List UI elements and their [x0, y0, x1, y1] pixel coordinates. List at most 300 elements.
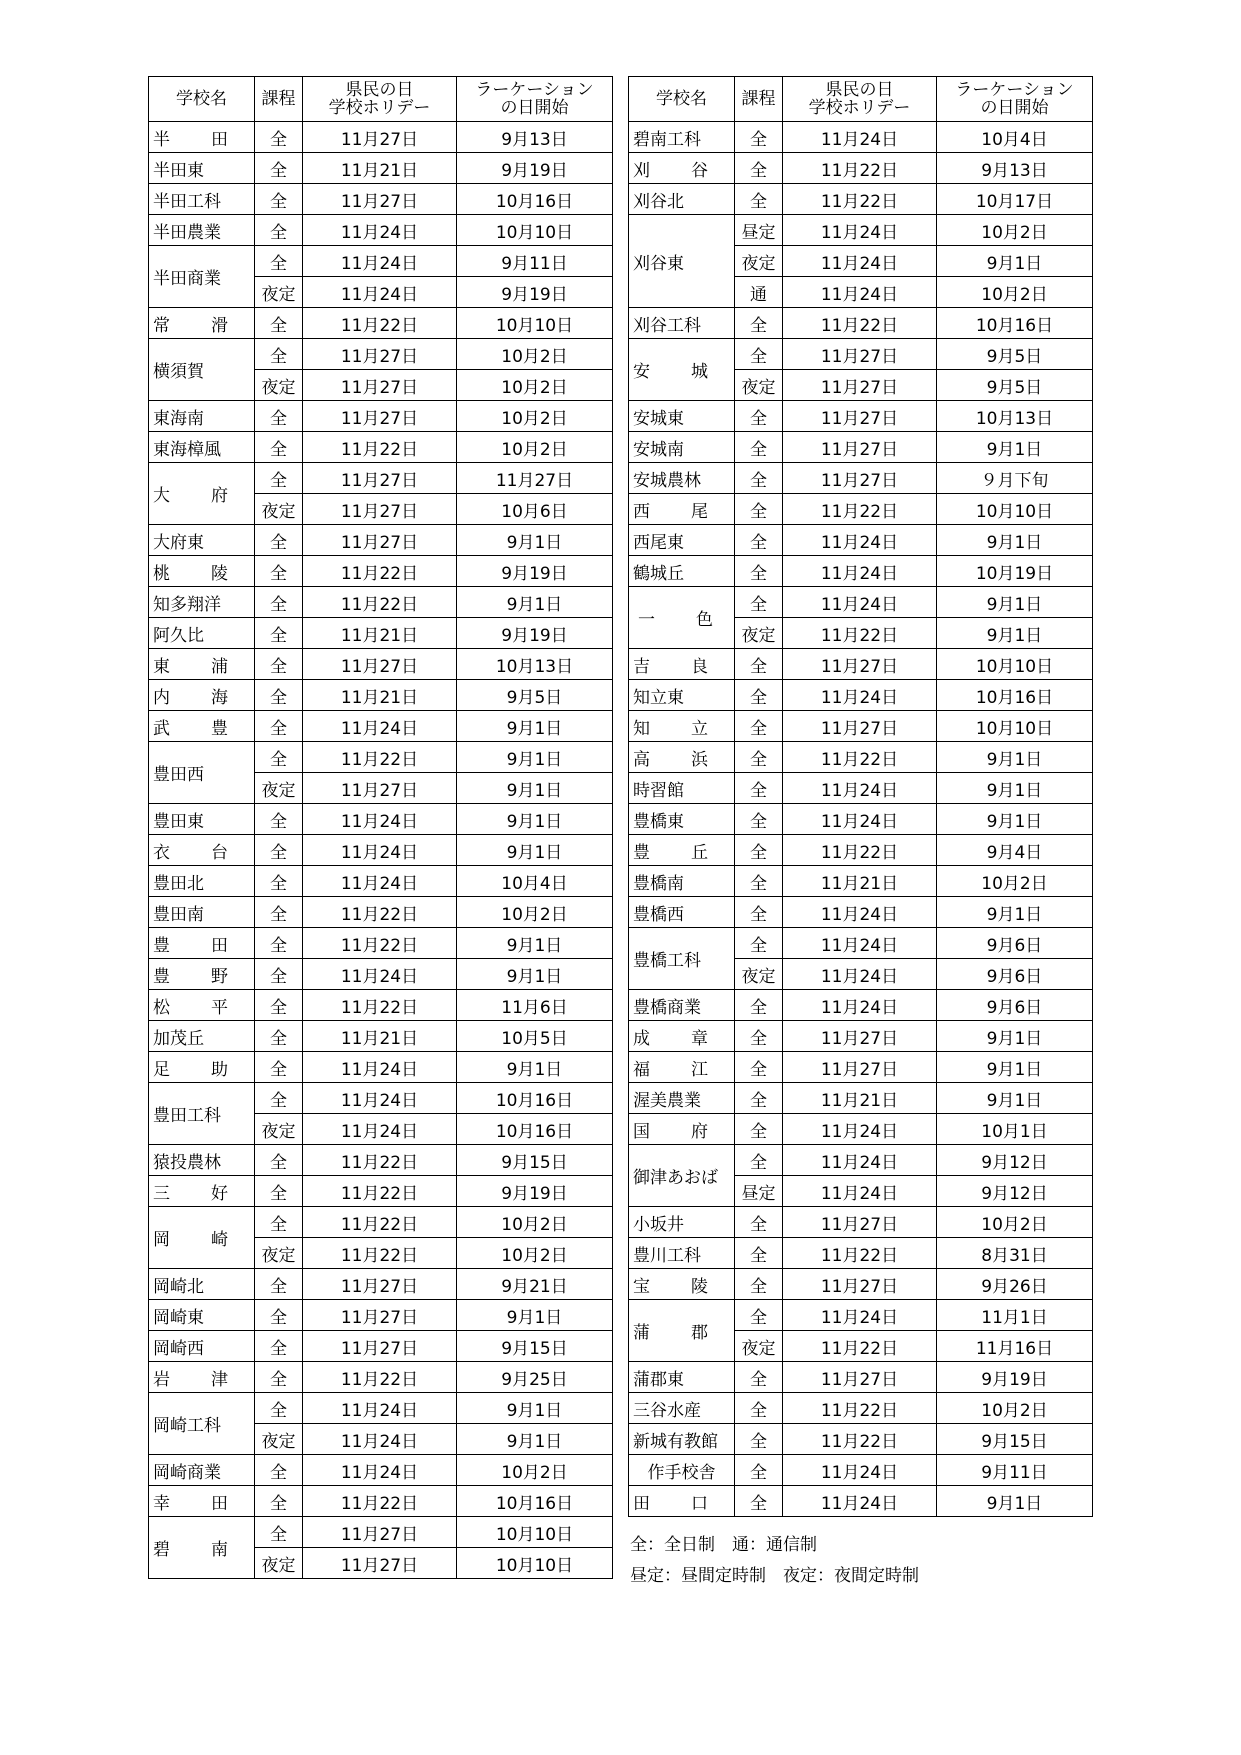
rakeshon-start-cell: 9月19日 [457, 618, 613, 649]
rakeshon-start-cell: 9月1日 [937, 897, 1093, 928]
course-cell: 全 [735, 1300, 783, 1331]
holiday-date-cell: 11月24日 [303, 1114, 457, 1145]
rakeshon-start-cell: 9月1日 [937, 804, 1093, 835]
rakeshon-start-cell: 9月12日 [937, 1145, 1093, 1176]
holiday-date-cell: 11月21日 [303, 1021, 457, 1052]
rakeshon-start-cell: 10月2日 [457, 370, 613, 401]
school-name: 安城南 [629, 432, 735, 463]
holiday-date-cell: 11月22日 [783, 494, 937, 525]
rakeshon-start-cell: 9月15日 [937, 1424, 1093, 1455]
school-name: 豊田西 [149, 742, 255, 804]
school-name: 猿投農林 [149, 1145, 255, 1176]
course-cell: 全 [735, 1455, 783, 1486]
course-cell: 全 [735, 990, 783, 1021]
school-name: 宝 陵 [629, 1269, 735, 1300]
course-cell: 全 [735, 1207, 783, 1238]
holiday-date-cell: 11月27日 [303, 773, 457, 804]
course-cell: 全 [255, 401, 303, 432]
rakeshon-start-cell: 9月1日 [457, 1393, 613, 1424]
rakeshon-start-cell: 9月1日 [457, 525, 613, 556]
school-name: 福 江 [629, 1052, 735, 1083]
school-name: 安城農林 [629, 463, 735, 494]
course-cell: 全 [255, 587, 303, 618]
rakeshon-start-cell: 10月13日 [457, 649, 613, 680]
course-cell: 夜定 [735, 1331, 783, 1362]
holiday-date-cell: 11月22日 [783, 184, 937, 215]
table-row [149, 680, 613, 711]
table-row [629, 1362, 1093, 1393]
table-row [149, 1393, 613, 1424]
table-row [629, 1207, 1093, 1238]
holiday-date-cell: 11月24日 [303, 1052, 457, 1083]
table-row [629, 928, 1093, 959]
header-course: 課程 [735, 77, 783, 122]
holiday-date-cell: 11月27日 [303, 122, 457, 153]
course-cell: 全 [735, 928, 783, 959]
holiday-date-cell: 11月22日 [783, 1424, 937, 1455]
course-cell: 夜定 [255, 773, 303, 804]
course-cell: 全 [255, 215, 303, 246]
holiday-date-cell: 11月22日 [303, 308, 457, 339]
table-row [629, 463, 1093, 494]
rakeshon-start-cell: 9月21日 [457, 1269, 613, 1300]
rakeshon-start-cell: 9月15日 [457, 1331, 613, 1362]
school-name: 知立東 [629, 680, 735, 711]
holiday-date-cell: 11月21日 [303, 153, 457, 184]
table-row [629, 339, 1093, 370]
holiday-date-cell: 11月24日 [303, 277, 457, 308]
table-row [629, 432, 1093, 463]
rakeshon-start-cell: 11月16日 [937, 1331, 1093, 1362]
holiday-date-cell: 11月24日 [783, 215, 937, 246]
school-name: 桃 陵 [149, 556, 255, 587]
holiday-date-cell: 11月22日 [303, 556, 457, 587]
course-cell: 全 [255, 680, 303, 711]
holiday-date-cell: 11月21日 [303, 618, 457, 649]
school-name: 刈谷北 [629, 184, 735, 215]
rakeshon-start-cell: 9月1日 [457, 835, 613, 866]
table-row [629, 1269, 1093, 1300]
rakeshon-start-cell: 10月6日 [457, 494, 613, 525]
school-name: 岡崎北 [149, 1269, 255, 1300]
holiday-date-cell: 11月27日 [783, 649, 937, 680]
rakeshon-start-cell: 9月1日 [457, 587, 613, 618]
course-cell: 夜定 [255, 494, 303, 525]
holiday-date-cell: 11月24日 [783, 1455, 937, 1486]
school-name: 大府東 [149, 525, 255, 556]
table-row [149, 866, 613, 897]
school-name: 横須賀 [149, 339, 255, 401]
school-name: 三谷水産 [629, 1393, 735, 1424]
course-cell: 全 [735, 525, 783, 556]
table-row [149, 990, 613, 1021]
course-cell: 昼定 [735, 1176, 783, 1207]
table-row [149, 618, 613, 649]
table-row [629, 122, 1093, 153]
rakeshon-start-cell: 11月27日 [457, 463, 613, 494]
course-cell: 全 [255, 990, 303, 1021]
rakeshon-start-cell: 9月4日 [937, 835, 1093, 866]
course-cell: 夜定 [735, 959, 783, 990]
course-cell: 全 [735, 1052, 783, 1083]
rakeshon-start-cell: ９月下旬 [937, 463, 1093, 494]
rakeshon-start-cell: 10月16日 [937, 680, 1093, 711]
holiday-date-cell: 11月24日 [783, 1114, 937, 1145]
table-row [149, 649, 613, 680]
rakeshon-start-cell: 10月2日 [457, 432, 613, 463]
legend-line-2: 昼定：昼間定時制 夜定：夜間定時制 [630, 1566, 919, 1586]
holiday-date-cell: 11月27日 [303, 649, 457, 680]
holiday-date-cell: 11月24日 [783, 246, 937, 277]
rakeshon-start-cell: 9月19日 [457, 556, 613, 587]
course-cell: 全 [255, 928, 303, 959]
course-cell: 全 [255, 339, 303, 370]
school-name: 半田東 [149, 153, 255, 184]
course-cell: 夜定 [255, 1548, 303, 1579]
holiday-date-cell: 11月24日 [303, 1455, 457, 1486]
course-cell: 全 [735, 773, 783, 804]
holiday-date-cell: 11月22日 [783, 618, 937, 649]
header-rakeshon: ラーケーション の日開始 [937, 77, 1093, 122]
rakeshon-start-cell: 9月1日 [937, 432, 1093, 463]
holiday-date-cell: 11月24日 [783, 587, 937, 618]
course-cell: 全 [735, 587, 783, 618]
course-cell: 全 [735, 711, 783, 742]
table-row [629, 1455, 1093, 1486]
course-cell: 全 [735, 556, 783, 587]
course-cell: 全 [735, 122, 783, 153]
rakeshon-start-cell: 9月6日 [937, 990, 1093, 1021]
holiday-date-cell: 11月24日 [303, 959, 457, 990]
table-row [149, 1145, 613, 1176]
table-row [149, 804, 613, 835]
rakeshon-start-cell: 10月1日 [937, 1114, 1093, 1145]
school-name: 新城有教館 [629, 1424, 735, 1455]
school-name: 岩 津 [149, 1362, 255, 1393]
table-row [149, 928, 613, 959]
course-cell: 全 [255, 308, 303, 339]
school-name: 足 助 [149, 1052, 255, 1083]
holiday-date-cell: 11月21日 [303, 680, 457, 711]
school-name: 豊田北 [149, 866, 255, 897]
course-cell: 全 [255, 1393, 303, 1424]
holiday-date-cell: 11月27日 [303, 401, 457, 432]
school-name: 三 好 [149, 1176, 255, 1207]
table-row [629, 1393, 1093, 1424]
table-row [629, 804, 1093, 835]
rakeshon-start-cell: 9月1日 [457, 742, 613, 773]
holiday-date-cell: 11月22日 [303, 432, 457, 463]
course-cell: 全 [255, 1269, 303, 1300]
rakeshon-start-cell: 10月10日 [937, 649, 1093, 680]
table-row [149, 742, 613, 773]
holiday-date-cell: 11月24日 [303, 866, 457, 897]
school-name: 豊橋南 [629, 866, 735, 897]
holiday-date-cell: 11月27日 [783, 1362, 937, 1393]
school-name: 豊 丘 [629, 835, 735, 866]
school-name: 時習館 [629, 773, 735, 804]
rakeshon-start-cell: 9月1日 [457, 1424, 613, 1455]
table-row [149, 711, 613, 742]
holiday-date-cell: 11月24日 [783, 773, 937, 804]
rakeshon-start-cell: 10月10日 [457, 215, 613, 246]
school-name: 西尾東 [629, 525, 735, 556]
holiday-date-cell: 11月22日 [783, 742, 937, 773]
table-row [149, 959, 613, 990]
school-name: 刈谷東 [629, 215, 735, 308]
school-name: 豊橋工科 [629, 928, 735, 990]
rakeshon-start-cell: 9月6日 [937, 959, 1093, 990]
course-cell: 全 [255, 184, 303, 215]
holiday-date-cell: 11月27日 [783, 401, 937, 432]
course-cell: 夜定 [735, 618, 783, 649]
course-cell: 全 [255, 959, 303, 990]
table-row [629, 1021, 1093, 1052]
school-name: 鶴城丘 [629, 556, 735, 587]
table-row [629, 1238, 1093, 1269]
holiday-date-cell: 11月22日 [303, 990, 457, 1021]
course-cell: 全 [255, 1176, 303, 1207]
table-row [149, 463, 613, 494]
table-row [149, 153, 613, 184]
rakeshon-start-cell: 9月1日 [937, 1486, 1093, 1517]
holiday-date-cell: 11月24日 [783, 1300, 937, 1331]
header-holiday: 県民の日 学校ホリデー [303, 77, 457, 122]
course-cell: 全 [255, 1021, 303, 1052]
table-row [149, 1455, 613, 1486]
course-cell: 全 [735, 1269, 783, 1300]
rakeshon-start-cell: 9月1日 [457, 928, 613, 959]
course-cell: 全 [735, 742, 783, 773]
course-cell: 全 [735, 308, 783, 339]
course-cell: 全 [255, 246, 303, 277]
course-cell: 全 [735, 1238, 783, 1269]
table-row [629, 556, 1093, 587]
table-row [149, 1331, 613, 1362]
school-name: 半 田 [149, 122, 255, 153]
holiday-date-cell: 11月27日 [303, 463, 457, 494]
course-cell: 全 [255, 1083, 303, 1114]
table-row [149, 339, 613, 370]
course-cell: 全 [255, 1455, 303, 1486]
rakeshon-start-cell: 10月2日 [457, 897, 613, 928]
holiday-date-cell: 11月22日 [303, 1238, 457, 1269]
table-row [629, 835, 1093, 866]
school-name: 大 府 [149, 463, 255, 525]
school-name: 豊田工科 [149, 1083, 255, 1145]
course-cell: 全 [255, 804, 303, 835]
rakeshon-start-cell: 10月16日 [457, 1486, 613, 1517]
holiday-date-cell: 11月22日 [303, 1486, 457, 1517]
course-cell: 全 [735, 804, 783, 835]
course-cell: 全 [735, 432, 783, 463]
school-name: 半田農業 [149, 215, 255, 246]
rakeshon-start-cell: 9月6日 [937, 928, 1093, 959]
school-name: 内 海 [149, 680, 255, 711]
table-row [149, 308, 613, 339]
course-cell: 全 [255, 649, 303, 680]
course-cell: 通 [735, 277, 783, 308]
holiday-date-cell: 11月27日 [303, 339, 457, 370]
school-name: 豊田東 [149, 804, 255, 835]
course-cell: 全 [255, 432, 303, 463]
table-row [149, 1083, 613, 1114]
holiday-date-cell: 11月21日 [783, 866, 937, 897]
course-cell: 全 [255, 1052, 303, 1083]
course-cell: 昼定 [735, 215, 783, 246]
school-name: 碧 南 [149, 1517, 255, 1579]
rakeshon-start-cell: 9月15日 [457, 1145, 613, 1176]
table-row [149, 587, 613, 618]
school-name: 小坂井 [629, 1207, 735, 1238]
school-name: 刈谷工科 [629, 308, 735, 339]
table-row [629, 1114, 1093, 1145]
course-cell: 全 [255, 866, 303, 897]
holiday-date-cell: 11月24日 [303, 1083, 457, 1114]
school-name: 高 浜 [629, 742, 735, 773]
school-name: 岡崎西 [149, 1331, 255, 1362]
rakeshon-start-cell: 9月19日 [457, 1176, 613, 1207]
rakeshon-start-cell: 9月13日 [937, 153, 1093, 184]
course-cell: 全 [255, 742, 303, 773]
rakeshon-start-cell: 10月16日 [457, 1114, 613, 1145]
holiday-date-cell: 11月24日 [303, 246, 457, 277]
school-name: 岡 崎 [149, 1207, 255, 1269]
table-row [629, 525, 1093, 556]
table-row [629, 308, 1093, 339]
rakeshon-start-cell: 9月1日 [937, 773, 1093, 804]
table-row [149, 1486, 613, 1517]
course-cell: 全 [735, 494, 783, 525]
school-name: 田 口 [629, 1486, 735, 1517]
school-name: 東海樟風 [149, 432, 255, 463]
holiday-date-cell: 11月22日 [783, 308, 937, 339]
course-cell: 全 [735, 866, 783, 897]
table-row [149, 401, 613, 432]
rakeshon-start-cell: 10月10日 [937, 494, 1093, 525]
school-name: 阿久比 [149, 618, 255, 649]
school-name: 豊橋東 [629, 804, 735, 835]
rakeshon-start-cell: 9月13日 [457, 122, 613, 153]
rakeshon-start-cell: 9月5日 [937, 339, 1093, 370]
table-row [629, 990, 1093, 1021]
rakeshon-start-cell: 9月1日 [937, 742, 1093, 773]
holiday-date-cell: 11月24日 [783, 1486, 937, 1517]
holiday-date-cell: 11月24日 [303, 804, 457, 835]
course-cell: 全 [735, 153, 783, 184]
table-row [629, 1424, 1093, 1455]
rakeshon-start-cell: 9月1日 [937, 1083, 1093, 1114]
holiday-date-cell: 11月27日 [303, 1300, 457, 1331]
holiday-date-cell: 11月22日 [303, 587, 457, 618]
holiday-date-cell: 11月22日 [783, 835, 937, 866]
header-holiday: 県民の日 学校ホリデー [783, 77, 937, 122]
holiday-date-cell: 11月22日 [783, 1238, 937, 1269]
course-cell: 全 [735, 649, 783, 680]
course-cell: 全 [255, 1486, 303, 1517]
table-row [629, 897, 1093, 928]
rakeshon-start-cell: 10月2日 [937, 215, 1093, 246]
table-row [149, 897, 613, 928]
school-name: 豊橋商業 [629, 990, 735, 1021]
school-name: 知 立 [629, 711, 735, 742]
rakeshon-start-cell: 11月6日 [457, 990, 613, 1021]
school-name: 東 浦 [149, 649, 255, 680]
holiday-date-cell: 11月22日 [303, 897, 457, 928]
school-name: 豊 田 [149, 928, 255, 959]
school-name: 幸 田 [149, 1486, 255, 1517]
rakeshon-start-cell: 10月16日 [457, 184, 613, 215]
header-course: 課程 [255, 77, 303, 122]
holiday-date-cell: 11月27日 [783, 1207, 937, 1238]
rakeshon-start-cell: 9月1日 [457, 1300, 613, 1331]
school-name: 岡崎工科 [149, 1393, 255, 1455]
rakeshon-start-cell: 9月1日 [457, 773, 613, 804]
school-name: 一 色 [629, 587, 735, 649]
rakeshon-start-cell: 9月11日 [457, 246, 613, 277]
course-cell: 全 [255, 618, 303, 649]
holiday-date-cell: 11月21日 [783, 1083, 937, 1114]
school-name: 岡崎商業 [149, 1455, 255, 1486]
holiday-date-cell: 11月24日 [303, 1393, 457, 1424]
rakeshon-start-cell: 10月13日 [937, 401, 1093, 432]
holiday-date-cell: 11月22日 [783, 153, 937, 184]
rakeshon-start-cell: 9月5日 [457, 680, 613, 711]
holiday-date-cell: 11月27日 [303, 525, 457, 556]
table-row [629, 215, 1093, 246]
rakeshon-start-cell: 9月26日 [937, 1269, 1093, 1300]
course-cell: 全 [255, 1517, 303, 1548]
rakeshon-start-cell: 10月2日 [937, 1393, 1093, 1424]
school-name: 安城東 [629, 401, 735, 432]
course-cell: 全 [735, 835, 783, 866]
table-row [149, 835, 613, 866]
holiday-date-cell: 11月24日 [783, 525, 937, 556]
table-row [149, 1176, 613, 1207]
table-row [629, 742, 1093, 773]
rakeshon-start-cell: 8月31日 [937, 1238, 1093, 1269]
header-school: 学校名 [629, 77, 735, 122]
rakeshon-start-cell: 9月19日 [457, 277, 613, 308]
table-row [629, 587, 1093, 618]
rakeshon-start-cell: 9月1日 [937, 525, 1093, 556]
table-row [149, 1207, 613, 1238]
holiday-date-cell: 11月22日 [303, 928, 457, 959]
school-name: 西 尾 [629, 494, 735, 525]
course-cell: 全 [735, 1486, 783, 1517]
school-name: 国 府 [629, 1114, 735, 1145]
school-name: 御津あおば [629, 1145, 735, 1207]
course-cell: 全 [255, 1331, 303, 1362]
holiday-date-cell: 11月24日 [303, 215, 457, 246]
holiday-date-cell: 11月27日 [783, 1052, 937, 1083]
rakeshon-start-cell: 10月2日 [937, 866, 1093, 897]
course-cell: 全 [255, 711, 303, 742]
course-cell: 全 [255, 1362, 303, 1393]
school-name: 松 平 [149, 990, 255, 1021]
table-row [629, 153, 1093, 184]
table-row [629, 711, 1093, 742]
course-cell: 夜定 [735, 370, 783, 401]
holiday-date-cell: 11月24日 [783, 122, 937, 153]
table-row [149, 1269, 613, 1300]
course-cell: 夜定 [255, 277, 303, 308]
holiday-date-cell: 11月22日 [303, 1362, 457, 1393]
school-name: 武 豊 [149, 711, 255, 742]
rakeshon-start-cell: 9月1日 [457, 959, 613, 990]
holiday-date-cell: 11月24日 [783, 277, 937, 308]
rakeshon-start-cell: 10月2日 [937, 277, 1093, 308]
